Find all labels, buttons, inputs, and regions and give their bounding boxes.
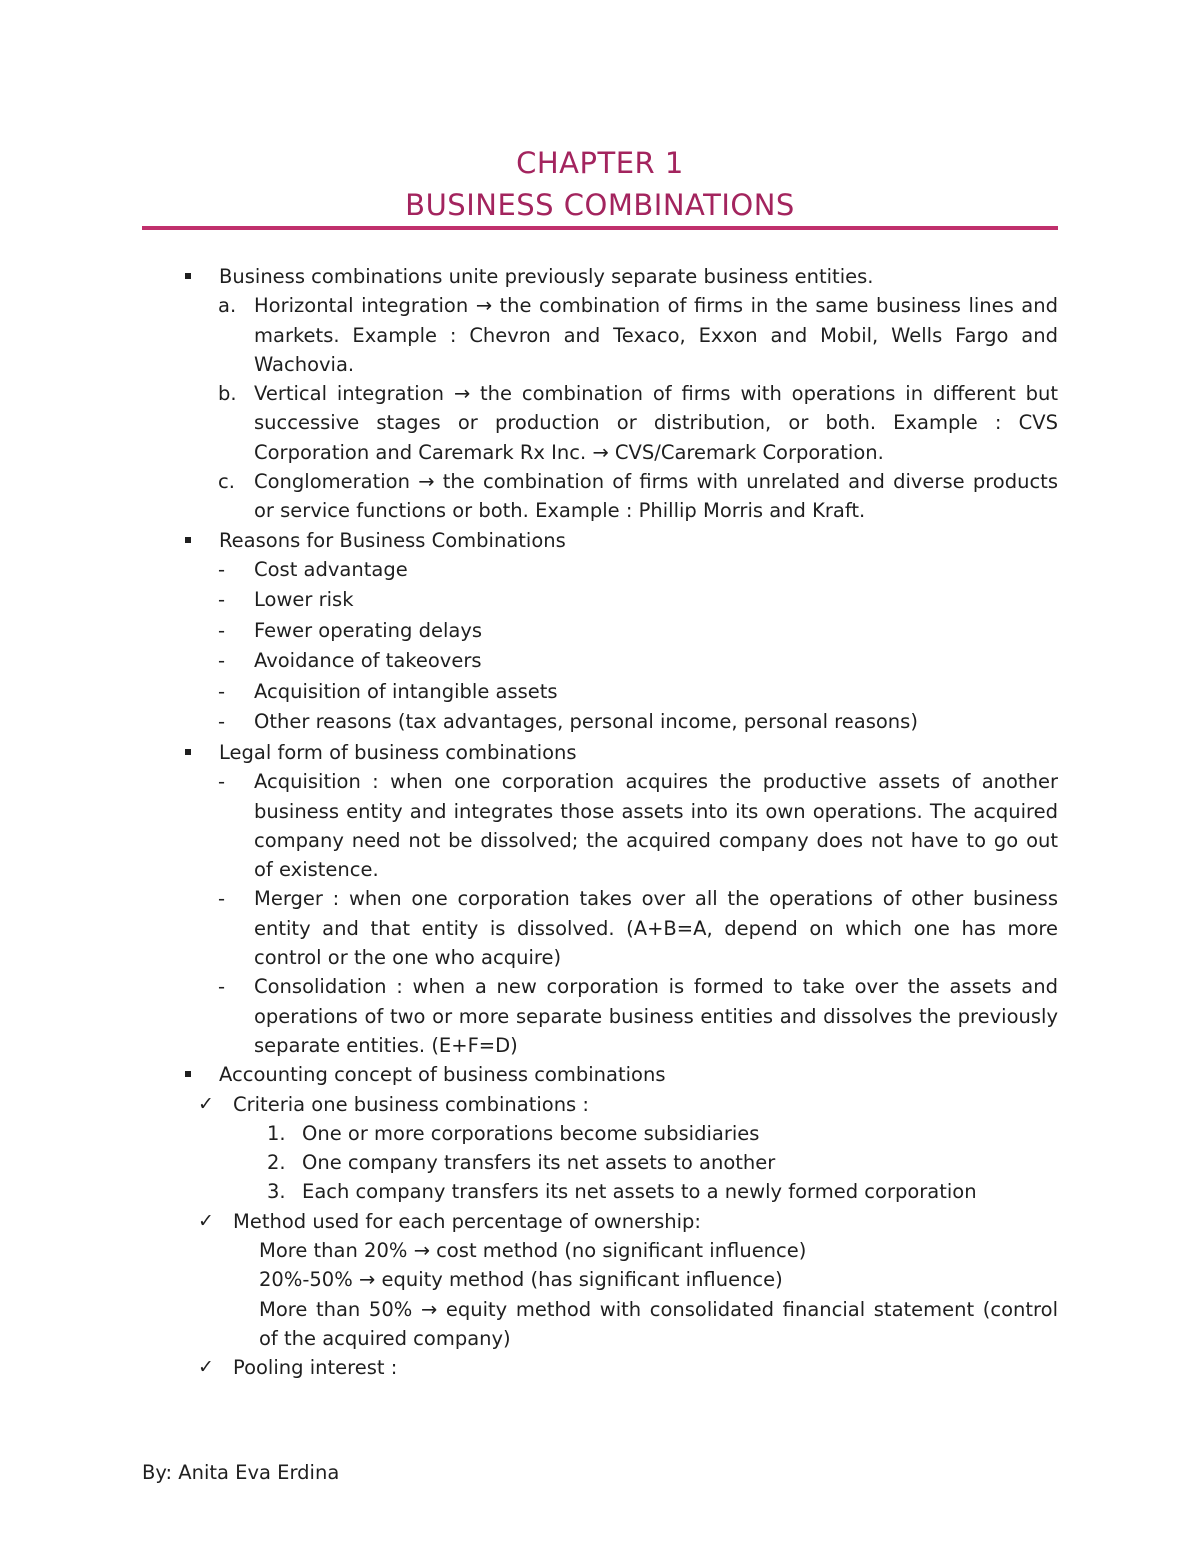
list-item [142, 555, 1058, 586]
numbered-item-text: Each company transfers its net assets to a newly formed corporation [302, 1180, 977, 1204]
list-item [142, 646, 1058, 677]
method-line [142, 1236, 1058, 1265]
dash-marker: - [218, 649, 226, 673]
title-block [142, 142, 1058, 226]
list-item [142, 972, 1058, 1060]
list-item [142, 884, 1058, 972]
bullet-intro [142, 262, 1058, 291]
numbered-item-text: One or more corporations become subsidiaries [302, 1121, 760, 1145]
list-item [142, 677, 1058, 708]
check-item-criteria [142, 1090, 1058, 1119]
check-item-text: Criteria one business combinations : [233, 1092, 589, 1116]
dash-marker: - [218, 710, 226, 734]
bullet-text: Legal form of business combinations [219, 740, 577, 764]
bullet-text: Accounting concept of business combinations [219, 1063, 666, 1087]
list-item-text: Avoidance of takeovers [254, 649, 482, 673]
check-item-method [142, 1207, 1058, 1236]
list-item [142, 467, 1058, 526]
square-bullet-icon [185, 749, 191, 755]
list-item-text: Merger : when one corporation takes over all the operations of other business entity and that entity is dissolved. (A+B=A, depend on which one has more control or the one who acquire) [254, 887, 1058, 970]
list-item-text: Vertical integration → the combination of firms with operations in different but successive stages or production or distribution, or both. Example : CVS Corporation and Caremark Rx Inc. → CVS/Caremark Corporation. [254, 382, 1058, 464]
square-bullet-icon [185, 1071, 191, 1077]
number-marker: 3. [267, 1180, 286, 1204]
list-item-text: Horizontal integration → the combination of firms in the same business lines and markets. Example : Chevron and Texaco, Exxon and Mobil, Wells Fargo and Wachovia. [254, 294, 1058, 376]
document-body [142, 262, 1058, 1383]
list-marker: a. [218, 294, 237, 318]
checkmark-icon: ✓ [198, 1356, 214, 1379]
check-item-text: Method used for each percentage of ownership: [233, 1209, 701, 1233]
list-item [142, 616, 1058, 647]
method-text: More than 20% → cost method (no significant influence) [259, 1239, 807, 1263]
chapter-heading: CHAPTER 1 [516, 146, 684, 180]
method-text: 20%-50% → equity method (has significant influence) [259, 1268, 783, 1292]
checkmark-icon: ✓ [198, 1209, 214, 1232]
list-item-text: Consolidation : when a new corporation is formed to take over the assets and operations of two or more separate business entities and dissolves the previously separate entities. (E+F=D) [254, 975, 1058, 1057]
list-item [142, 291, 1058, 379]
checkmark-icon: ✓ [198, 1092, 214, 1115]
bullet-legal [142, 738, 1058, 767]
numbered-item [142, 1177, 1058, 1206]
method-text: More than 50% → equity method with consolidated financial statement (control of the acquired company) [259, 1297, 1058, 1350]
list-item [142, 707, 1058, 738]
dash-marker: - [218, 770, 226, 794]
list-item-text: Cost advantage [254, 557, 408, 581]
list-item-text: Other reasons (tax advantages, personal income, personal reasons) [254, 710, 918, 734]
list-item-text: Acquisition of intangible assets [254, 679, 558, 703]
bullet-accounting [142, 1060, 1058, 1089]
list-marker: c. [218, 470, 235, 494]
dash-marker: - [218, 588, 226, 612]
bullet-reasons [142, 526, 1058, 555]
bullet-text: Business combinations unite previously separate business entities. [219, 265, 874, 288]
list-item-text: Acquisition : when one corporation acquires the productive assets of another business entity and integrates those assets into its own operations. The acquired company need not be dissolved; the acquired company does not have to go out of existence. [254, 770, 1058, 882]
method-line [142, 1295, 1058, 1354]
square-bullet-icon [185, 273, 191, 279]
square-bullet-icon [185, 537, 191, 543]
method-line [142, 1265, 1058, 1294]
footer-author: By: Anita Eva Erdina [142, 1461, 340, 1484]
numbered-item [142, 1119, 1058, 1148]
check-item-pooling [142, 1353, 1058, 1382]
list-item [142, 585, 1058, 616]
check-item-text: Pooling interest : [233, 1356, 398, 1380]
bullet-text: Reasons for Business Combinations [219, 528, 566, 552]
list-item-text: Lower risk [254, 588, 354, 612]
list-item [142, 379, 1058, 467]
list-marker: b. [218, 382, 237, 406]
dash-marker: - [218, 887, 226, 911]
list-item-text: Conglomeration → the combination of firms with unrelated and diverse products or service functions or both. Example : Phillip Morris and Kraft. [254, 470, 1058, 523]
dash-marker: - [218, 618, 226, 642]
numbered-item-text: One company transfers its net assets to another [302, 1151, 776, 1175]
dash-marker: - [218, 557, 226, 581]
chapter-title: BUSINESS COMBINATIONS [405, 188, 795, 222]
list-item [142, 767, 1058, 884]
dash-marker: - [218, 679, 226, 703]
list-item-text: Fewer operating delays [254, 618, 483, 642]
numbered-item [142, 1148, 1058, 1177]
number-marker: 2. [267, 1151, 286, 1175]
dash-marker: - [218, 975, 226, 999]
number-marker: 1. [267, 1121, 286, 1145]
title-divider [142, 226, 1058, 230]
